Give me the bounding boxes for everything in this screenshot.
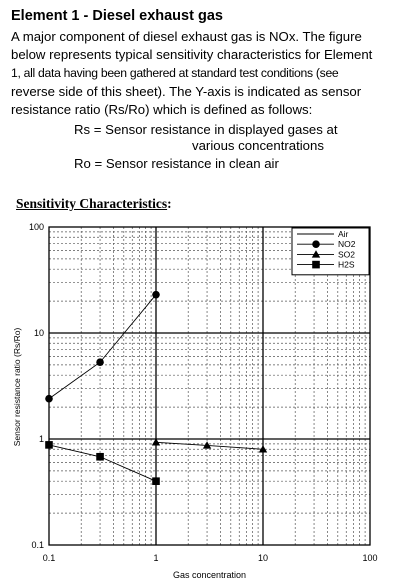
definition-rs: Rs = Sensor resistance in displayed gases at xyxy=(74,122,338,137)
series-line-no2 xyxy=(49,295,156,399)
x-axis-label: Gas concentration xyxy=(172,570,247,580)
paragraph-line-3: 1, all data having been gathered at standard test conditions (see xyxy=(11,66,339,80)
legend-label-no2: NO2 xyxy=(338,239,356,250)
legend-marker-h2s xyxy=(312,261,320,269)
y-tick-label: 10 xyxy=(33,328,44,338)
data-point-h2s xyxy=(152,477,160,485)
x-tick-label: 0.1 xyxy=(42,553,56,563)
y-tick-label: 100 xyxy=(28,222,44,232)
legend-label-air: Air xyxy=(338,229,349,239)
y-tick-label: 1 xyxy=(38,434,44,444)
x-tick-label: 1 xyxy=(153,553,159,563)
paragraph-line-5: resistance ratio (Rs/Ro) which is defined as follows: xyxy=(11,102,313,117)
definition-rs-continued: various concentrations xyxy=(192,138,324,153)
data-point-no2 xyxy=(45,395,53,403)
x-tick-label: 100 xyxy=(362,553,378,563)
data-point-h2s xyxy=(45,441,53,449)
legend-marker-no2 xyxy=(312,240,320,248)
legend-label-so2: SO2 xyxy=(338,249,356,260)
definition-ro: Ro = Sensor resistance in clean air xyxy=(74,156,279,171)
legend-box xyxy=(292,228,369,275)
paragraph-line-4: reverse side of this sheet). The Y-axis is indicated as sensor xyxy=(11,84,362,99)
paragraph-line-1: A major component of diesel exhaust gas is NOx. The figure xyxy=(11,29,362,44)
section-title-text: Sensitivity Characteristics xyxy=(16,196,168,211)
y-axis-label: Sensor resistance ratio (Rs/Ro) xyxy=(12,327,22,447)
data-point-no2 xyxy=(96,358,104,366)
paragraph-line-2: below represents typical sensitivity characteristics for Element xyxy=(11,47,373,62)
y-tick-label: 0.1 xyxy=(31,540,44,550)
data-point-no2 xyxy=(152,291,160,299)
series-line-h2s xyxy=(49,445,156,481)
legend-label-h2s: H2S xyxy=(338,259,355,270)
heading: Element 1 - Diesel exhaust gas xyxy=(11,8,223,24)
data-point-h2s xyxy=(96,453,104,461)
x-tick-label: 10 xyxy=(257,553,269,563)
section-title-colon: : xyxy=(167,196,172,211)
